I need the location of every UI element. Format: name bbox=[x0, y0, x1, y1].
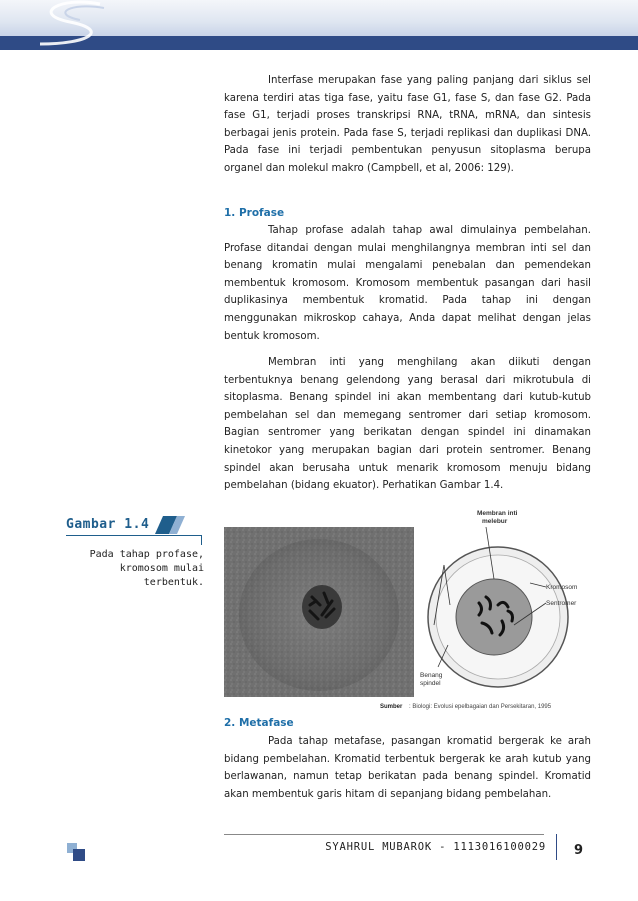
figure-source-prefix: Sumber bbox=[380, 704, 403, 710]
figure-source: : Biologi: Evolusi epelbagaian dan Persekitaran, 1995 bbox=[409, 704, 552, 710]
header-swoosh-icon bbox=[0, 0, 638, 50]
figure-caption: Pada tahap profase, kromosom mulai terbentuk. bbox=[89, 549, 204, 588]
cell-diagram bbox=[414, 505, 590, 697]
profase-paragraph: Tahap profase adalah tahap awal dimulainya pembelahan. Profase ditandai dengan mulai menghilangnya membran inti sel dan benang kromatin mulai mengalami penebalan dan pemendekan membentuk kromosom. Kromosom membentuk pasangan dari hasil duplikasinya membentuk kromatid. Pada tahap ini dengan menggunakan mikroskop cahaya, Anda dapat melihat dengan jelas bentuk kromosom. bbox=[224, 225, 591, 342]
label-spindel: spindel bbox=[420, 680, 441, 687]
figure-label-deco-icon bbox=[155, 514, 185, 536]
interfase-paragraph: Interfase merupakan fase yang paling panjang dari siklus sel karena terdiri atas tiga fase, yaitu fase G1, fase S, dan fase G2. Pada fase G1, terjadi proses transkripsi RNA, tRNA, mRNA, dan sintesis berbagai jenis protein. Pada fase S, terjadi replikasi dan duplikasi DNA. Pada fase ini terjadi pembentukan penyusun sitoplasma berupa organel dan molekul makro (Campbell, et al, 2006: 129). bbox=[224, 75, 591, 174]
page-number: 9 bbox=[574, 843, 584, 858]
footer-rule bbox=[224, 834, 544, 835]
label-kromosom: Kromosom bbox=[546, 584, 578, 591]
label-membran: Membran inti bbox=[477, 510, 518, 517]
profase-heading: 1. Profase bbox=[224, 207, 285, 219]
header-banner bbox=[0, 0, 638, 50]
label-benang: Benang bbox=[420, 672, 443, 679]
footer-author: SYAHRUL MUBAROK - 1113016100029 bbox=[325, 841, 546, 853]
micrograph-image bbox=[224, 527, 414, 697]
metafase-heading: 2. Metafase bbox=[224, 717, 294, 729]
label-melebur: melebur bbox=[482, 518, 508, 525]
metafase-paragraph: Pada tahap metafase, pasangan kromatid bergerak ke arah bidang pembelahan. Kromatid terbentuk bergerak ke arah kutub yang berlawanan, namun tetap berikatan pada benang spindel. Kromatid akan membentuk garis hitam di sepanjang bidang pembelahan. bbox=[224, 736, 591, 800]
footer-divider bbox=[556, 834, 557, 860]
figure-label-rule bbox=[66, 535, 202, 536]
footer-square-icon bbox=[67, 843, 87, 861]
label-sentromer: Sentromer bbox=[546, 600, 577, 607]
figure-label: Gambar 1.4 bbox=[66, 517, 150, 532]
figure-label-rule-tick bbox=[201, 535, 202, 545]
profase-figure bbox=[224, 505, 590, 712]
spindel-paragraph: Membran inti yang menghilang akan diikuti dengan terbentuknya benang gelendong yang berasal dari mikrotubula di sitoplasma. Benang spindel ini akan membentang dari kutub-kutub pembelahan sel dan memegang sentromer dari setiap kromosom. Bagian sentromer yang berikatan dengan spindel ini dinamakan kinetokor yang merupakan bagian dari protein sentromer. Benang spindel akan berusaha untuk menarik kromosom menuju bidang pembelahan (bidang ekuator). Perhatikan Gambar 1.4. bbox=[224, 357, 591, 492]
